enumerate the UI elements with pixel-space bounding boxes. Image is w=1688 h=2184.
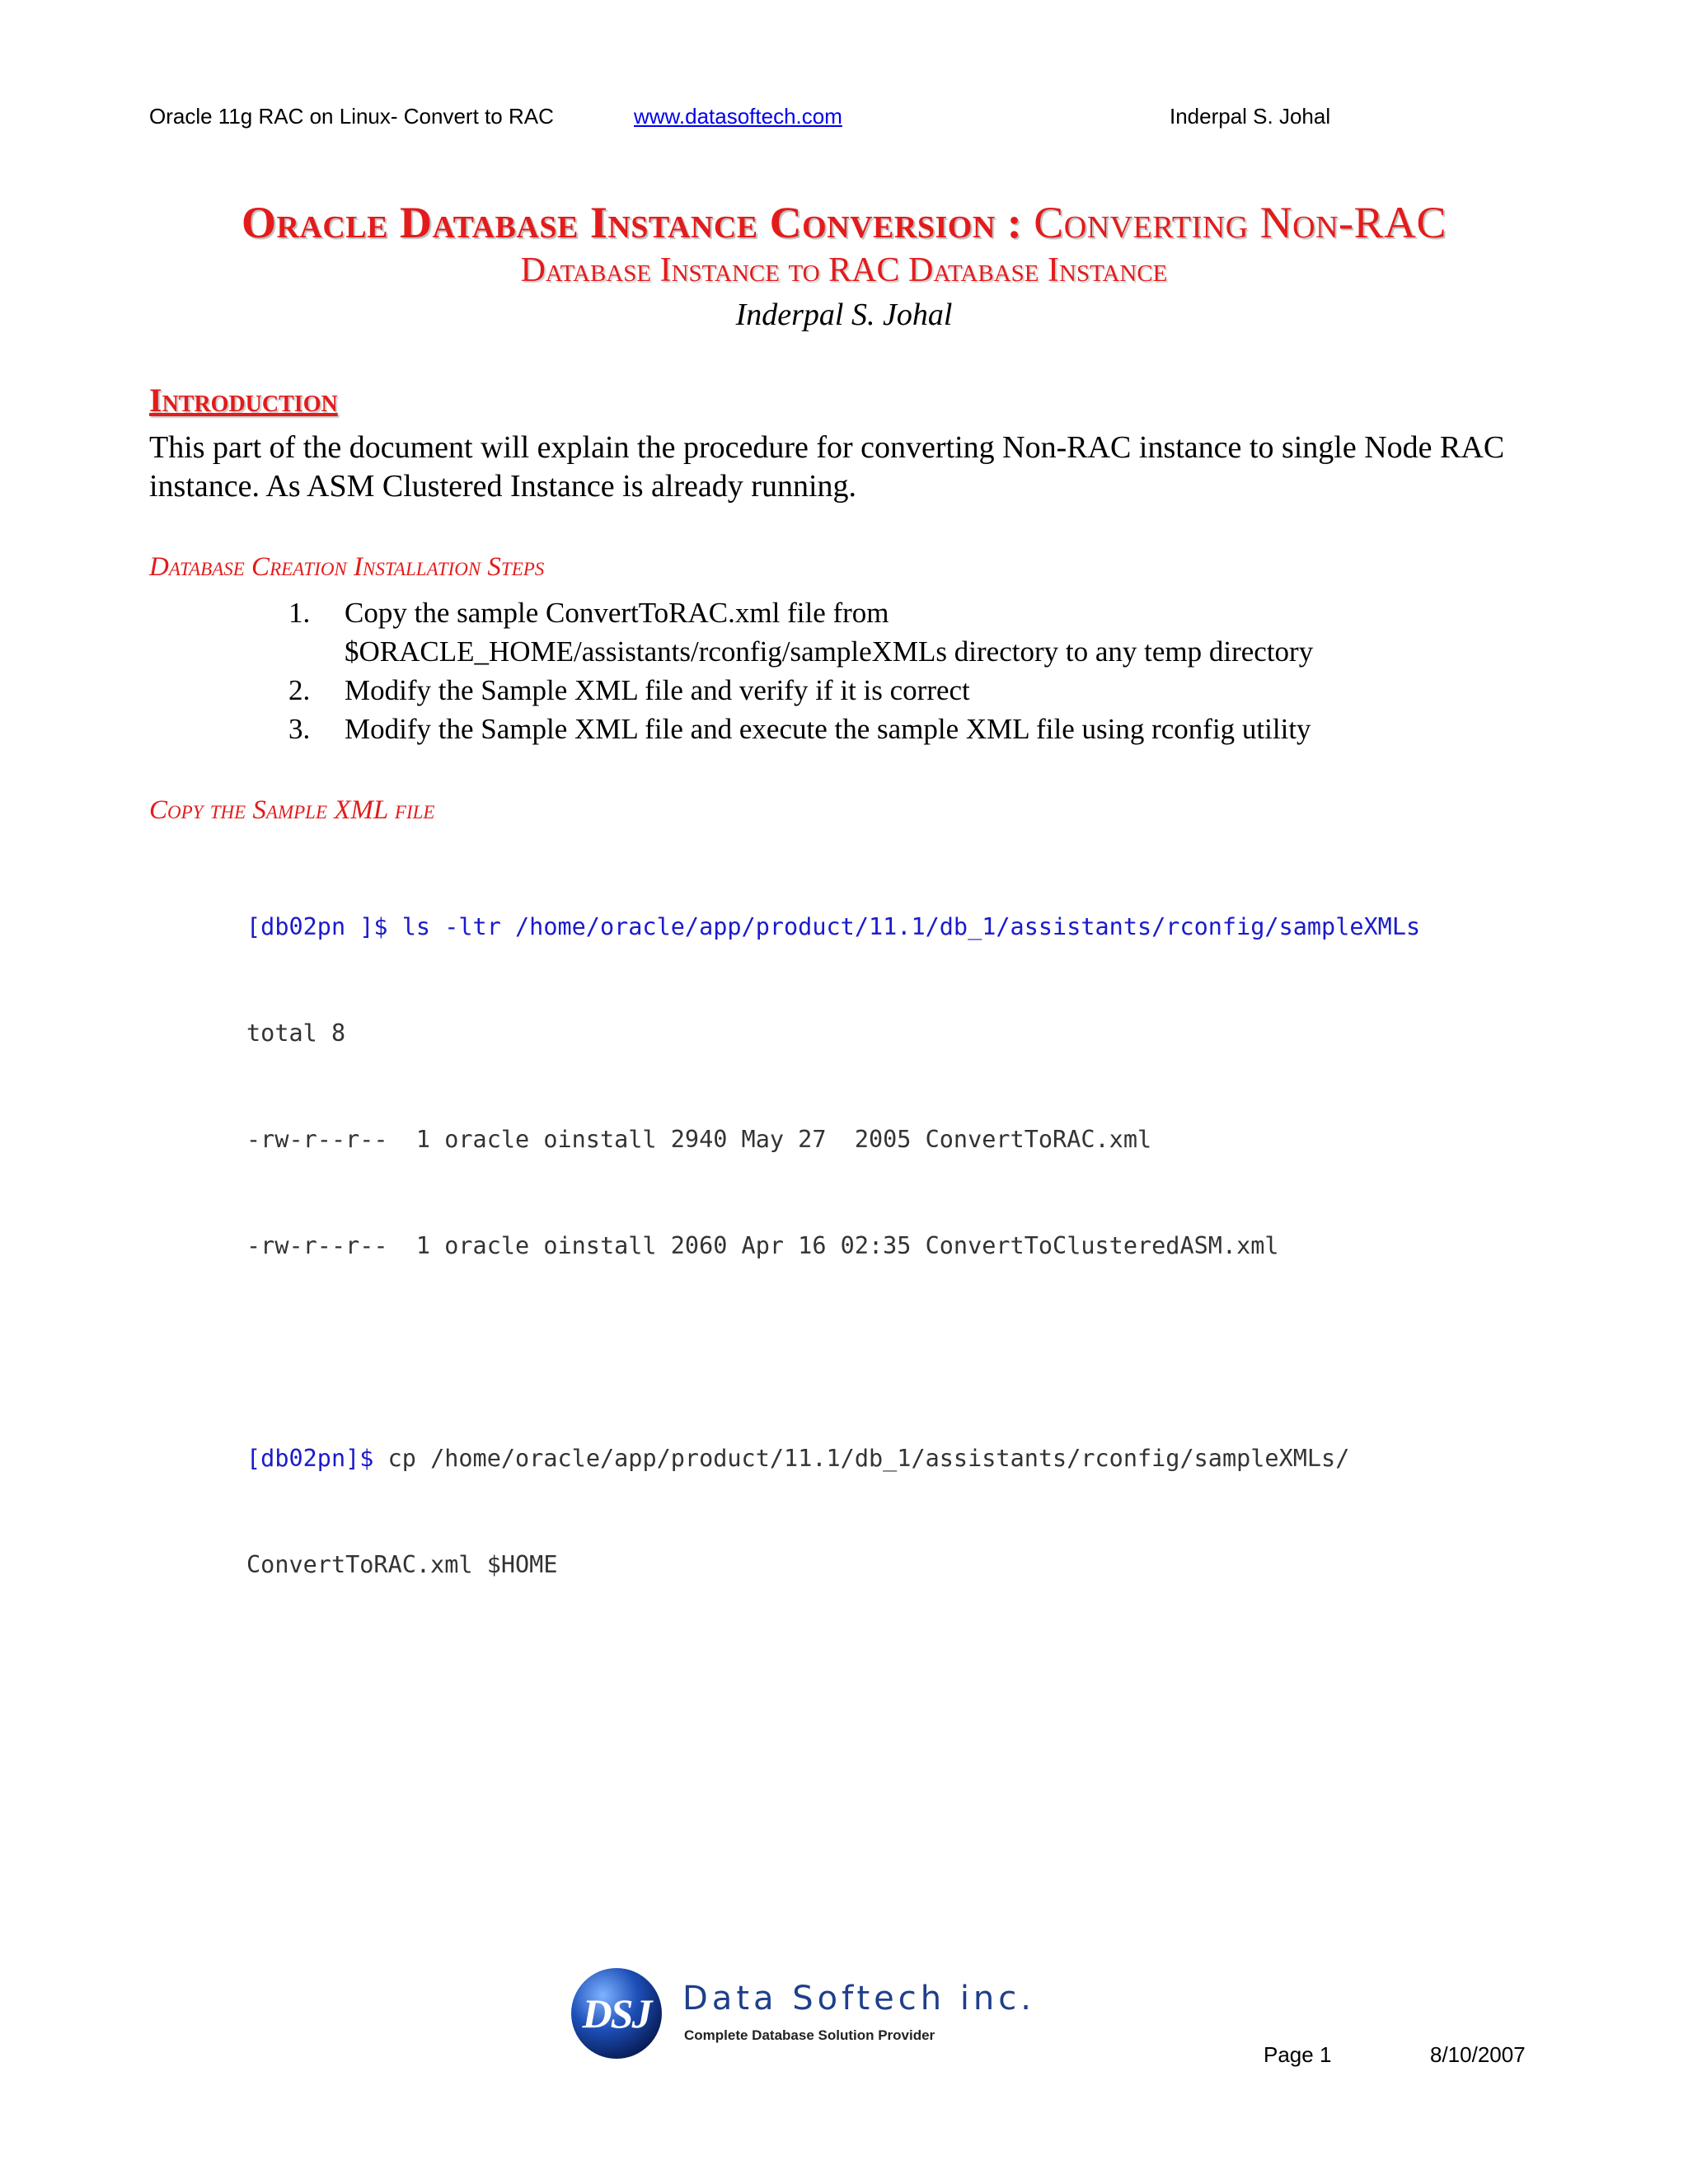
introduction-heading: Introduction	[149, 382, 338, 419]
steps-heading: Database Creation Installation Steps	[149, 552, 545, 582]
step-text-continued: $ORACLE_HOME/assistants/rconfig/sampleXMLs directory to any temp directory	[345, 635, 1314, 668]
title-subtitle: Converting Non-RAC	[1022, 198, 1447, 247]
shell-prompt: [db02pn]$	[246, 1445, 374, 1472]
code-line: ConvertToRAC.xml $HOME	[246, 1551, 558, 1578]
footer-date: 8/10/2007	[1430, 2042, 1526, 2067]
list-item	[288, 671, 1525, 710]
code-line: -rw-r--r-- 1 oracle oinstall 2060 Apr 16 02:35 ConvertToClusteredASM.xml	[246, 1232, 1279, 1259]
steps-list	[288, 593, 1525, 748]
page-number: Page 1	[1264, 2042, 1332, 2067]
code-line-command	[246, 1441, 1549, 1476]
logo-tagline: Complete Database Solution Provider	[684, 2027, 935, 2043]
step-number: 3.	[288, 713, 311, 745]
step-text: Copy the sample ConvertToRAC.xml file from	[345, 597, 889, 629]
introduction-paragraph: This part of the document will explain the procedure for converting Non-RAC instance to single Node RAC instance. As ASM Clustered Instance is already running.	[149, 430, 1505, 504]
globe-icon	[571, 1968, 662, 2059]
header-website-link[interactable]: www.datasoftech.com	[634, 104, 842, 129]
code-blank-line	[246, 1334, 1549, 1370]
logo-company-name: Data Softech inc.	[682, 1980, 1035, 2018]
running-header	[149, 104, 1550, 137]
title-separator: :	[995, 198, 1023, 247]
document-title	[0, 200, 1688, 330]
step-number: 1.	[288, 597, 311, 629]
code-line: -rw-r--r-- 1 oracle oinstall 2940 May 27 2005 ConvertToRAC.xml	[246, 1126, 1152, 1153]
step-text: Modify the Sample XML file and verify if it is correct	[345, 674, 970, 706]
code-line: total 8	[246, 1019, 346, 1047]
copy-xml-heading: Copy the Sample XML file	[149, 795, 435, 825]
step-text: Modify the Sample XML file and execute the sample XML file using rconfig utility	[345, 713, 1311, 745]
code-line-command: [db02pn ]$ ls -ltr /home/oracle/app/product/11.1/db_1/assistants/rconfig/sampleXMLs	[246, 913, 1421, 940]
title-author: Inderpal S. Johal	[735, 298, 953, 332]
step-number: 2.	[288, 674, 311, 706]
code-block	[246, 838, 1549, 1653]
title-main: Oracle Database Instance Conversion	[241, 198, 996, 247]
header-doc-title: Oracle 11g RAC on Linux- Convert to RAC	[149, 104, 554, 129]
title-line-1	[0, 200, 1688, 245]
header-author: Inderpal S. Johal	[1170, 104, 1331, 129]
list-item	[288, 710, 1525, 748]
list-item	[288, 593, 1525, 671]
logo-mark: DSJ	[582, 1990, 651, 2036]
shell-command: cp /home/oracle/app/product/11.1/db_1/assistants/rconfig/sampleXMLs/	[373, 1445, 1350, 1472]
title-line-2: Database Instance to RAC Database Instance	[520, 251, 1168, 289]
company-logo	[571, 1968, 1035, 2059]
